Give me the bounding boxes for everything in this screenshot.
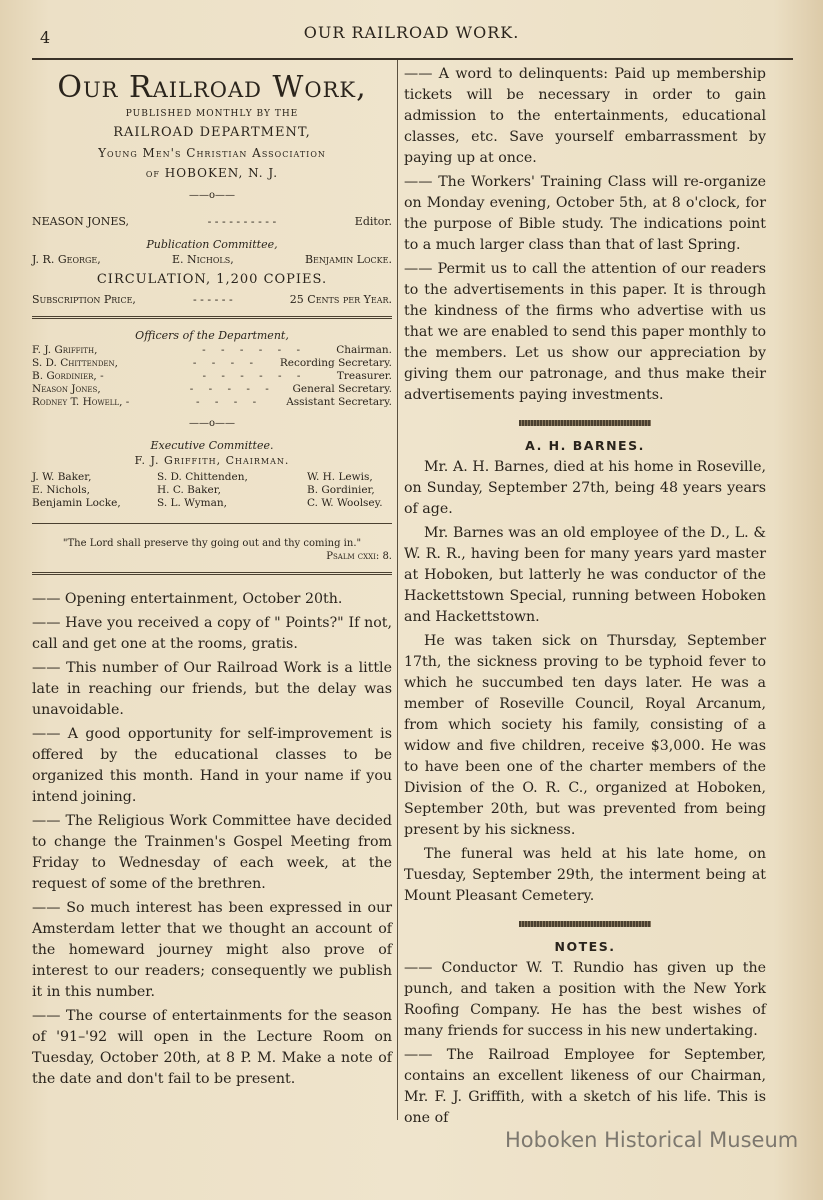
officer-row bbox=[32, 370, 392, 382]
officer-name: B. Gordinier, - bbox=[32, 370, 104, 382]
officer-title: General Secretary. bbox=[292, 383, 392, 395]
publication-committee bbox=[32, 253, 392, 266]
running-title: OUR RAILROAD WORK. bbox=[303, 23, 520, 42]
editor-title: Editor. bbox=[354, 215, 392, 228]
right-column bbox=[404, 64, 766, 1132]
editor-dots: - - - - - - - - - - bbox=[207, 215, 277, 228]
ornamental-divider bbox=[519, 420, 651, 426]
subscription-label: Subscription Price, bbox=[32, 293, 136, 306]
obituary-paragraph: He was taken sick on Thursday, September 17th, the sickness proving to be typhoid fever to which he succumbed ten days later. He was a member of Roseville Council, Royal Arcanum, from which society his family, consisting of a widow and five children, receive $3,000. He was to have been one of the charter members of the Division of the O. R. C., organized at Hoboken, September 20th, but was prevented from being present by his sickness. bbox=[404, 633, 766, 838]
officer-title: Treasurer. bbox=[336, 370, 392, 382]
circulation: CIRCULATION, 1,200 COPIES. bbox=[96, 272, 328, 287]
executive-heading: Executive Committee. bbox=[150, 439, 274, 452]
note-item: —— Conductor W. T. Rundio has given up the punch, and taken a position with the New York Roofing Company. He has the best wishes of many friends for success in his new undertaking. bbox=[404, 960, 766, 1039]
top-rule bbox=[32, 58, 793, 60]
editor-row bbox=[32, 215, 392, 228]
news-item: —— Permit us to call the attention of our readers to the advertisements in this paper. It is through the kindness of the firms who advertise with us that we are enabled to send this paper monthly to the members. Let us show our appreciation by giving them our patronage, and thus make their advertisements paying investments. bbox=[404, 261, 766, 403]
committee-member: E. Nichols, bbox=[171, 253, 234, 266]
ornamental-divider bbox=[519, 921, 651, 927]
news-item: —— A word to delinquents: Paid up membership tickets will be necessary in order to gain admission to the entertainments, educational classes, etc. Save yourself embarrassment by paying up at once. bbox=[404, 66, 766, 166]
officers-heading: Officers of the Department, bbox=[135, 329, 289, 342]
officer-dots: - - - - bbox=[195, 396, 263, 408]
obituary-paragraph: The funeral was held at his late home, on Tuesday, September 29th, the interment being at Mount Pleasant Cemetery. bbox=[404, 846, 766, 904]
officer-dots: - - - - - - bbox=[202, 344, 307, 356]
editor-name: NEASON JONES, bbox=[32, 215, 129, 228]
news-item: —— The Religious Work Committee have decided to change the Trainmen's Gospel Meeting from Friday to Wednesday of each week, at the request of some of the brethren. bbox=[32, 813, 392, 892]
news-item: —— A good opportunity for self-improvement is offered by the educational classes to be organized this month. Hand in your name if you intend joining. bbox=[32, 726, 392, 805]
committee-member: J. R. George, bbox=[32, 253, 101, 266]
barnes-heading: A. H. BARNES. bbox=[525, 438, 645, 453]
published-line: PUBLISHED MONTHLY BY THE bbox=[125, 109, 299, 119]
news-item: —— So much interest has been expressed in our Amsterdam letter that we thought an account of the homeward journey might also prove of interest to our readers; consequently we publish it in this number. bbox=[32, 900, 392, 1000]
officer-dots: - - - - - bbox=[189, 383, 275, 395]
location-line: of HOBOKEN, N. J. bbox=[145, 166, 279, 180]
executive-member: B. Gordinier, bbox=[307, 484, 375, 496]
executive-member: S. L. Wyman, bbox=[157, 497, 227, 509]
executive-members bbox=[32, 471, 392, 509]
officer-row bbox=[32, 344, 392, 356]
executive-member: W. H. Lewis, bbox=[307, 471, 373, 483]
left-column bbox=[32, 64, 392, 1093]
section-rule bbox=[32, 316, 392, 319]
news-item: —— This number of Our Railroad Work is a little late in reaching our friends, but the delay was unavoidable. bbox=[32, 660, 392, 718]
news-item: —— Have you received a copy of " Points?" If not, call and get one at the rooms, gratis. bbox=[32, 615, 392, 652]
section-rule bbox=[32, 523, 392, 524]
publication-committee-heading: Publication Committee, bbox=[146, 238, 278, 251]
executive-member: J. W. Baker, bbox=[32, 471, 92, 483]
association-line: Young Men's Christian Association bbox=[98, 146, 326, 160]
obituary-paragraph: Mr. Barnes was an old employee of the D., L. & W. R. R., having been for many years yard master at Hoboken, but latterly he was conductor of the Hackettstown Special, running between Hoboken and Hackettstown. bbox=[404, 525, 766, 625]
ornament: ——o—— bbox=[188, 418, 236, 429]
notes-heading: NOTES. bbox=[554, 939, 616, 954]
obituary-paragraph: Mr. A. H. Barnes, died at his home in Roseville, on Sunday, September 27th, being 48 years years of age. bbox=[404, 459, 766, 517]
scripture-quote: "The Lord shall preserve thy going out and thy coming in." bbox=[62, 538, 362, 549]
officer-name: S. D. Chittenden, bbox=[32, 357, 119, 369]
officer-row bbox=[32, 383, 392, 395]
subscription-dots: - - - - - - bbox=[192, 293, 233, 306]
officer-title: Recording Secretary. bbox=[279, 357, 392, 369]
executive-member: S. D. Chittenden, bbox=[157, 471, 248, 483]
executive-member: H. C. Baker, bbox=[157, 484, 221, 496]
news-item: —— Opening entertainment, October 20th. bbox=[32, 591, 343, 607]
officer-name: F. J. Griffith, bbox=[32, 344, 98, 356]
museum-watermark: Hoboken Historical Museum bbox=[505, 1128, 799, 1152]
officer-title: Assistant Secretary. bbox=[286, 396, 392, 408]
scripture-citation: Psalm cxxi: 8. bbox=[326, 551, 392, 562]
executive-member: E. Nichols, bbox=[32, 484, 90, 496]
left-items bbox=[32, 589, 392, 1090]
committee-member: Benjamin Locke. bbox=[304, 253, 392, 266]
officer-dots: - - - - - - bbox=[202, 370, 307, 382]
executive-member: Benjamin Locke, bbox=[32, 497, 121, 509]
department-line: RAILROAD DEPARTMENT, bbox=[113, 125, 311, 140]
officer-name: Rodney T. Howell, - bbox=[32, 396, 130, 408]
officer-row bbox=[32, 357, 392, 369]
officer-row bbox=[32, 396, 392, 408]
executive-member: C. W. Woolsey. bbox=[307, 497, 383, 509]
note-item: —— The Railroad Employee for September, contains an excellent likeness of our Chairman, Mr. F. J. Griffith, with a sketch of his life. This is one of bbox=[404, 1047, 766, 1126]
news-item: —— The course of entertainments for the season of '91–'92 will open in the Lecture Room on Tuesday, October 20th, at 8 P. M. Make a note of the date and don't fail to be present. bbox=[32, 1008, 392, 1087]
masthead-title: Our Railroad Work, bbox=[57, 70, 367, 105]
page-number: 4 bbox=[40, 28, 51, 47]
column-rule bbox=[397, 60, 398, 1120]
subscription-row bbox=[32, 293, 392, 306]
section-rule bbox=[32, 572, 392, 575]
officer-dots: - - - - bbox=[192, 357, 260, 369]
officer-title: Chairman. bbox=[336, 344, 392, 356]
executive-chairman: F. J. Griffith, Chairman. bbox=[134, 454, 290, 467]
news-item: —— The Workers' Training Class will re-organize on Monday evening, October 5th, at 8 o'clock, for the purpose of Bible study. The indications point to a much larger class than that of last Spring. bbox=[404, 174, 766, 253]
officer-name: Neason Jones, bbox=[32, 383, 101, 395]
subscription-value: 25 Cents per Year. bbox=[289, 293, 392, 306]
ornament: ——o—— bbox=[188, 190, 236, 201]
